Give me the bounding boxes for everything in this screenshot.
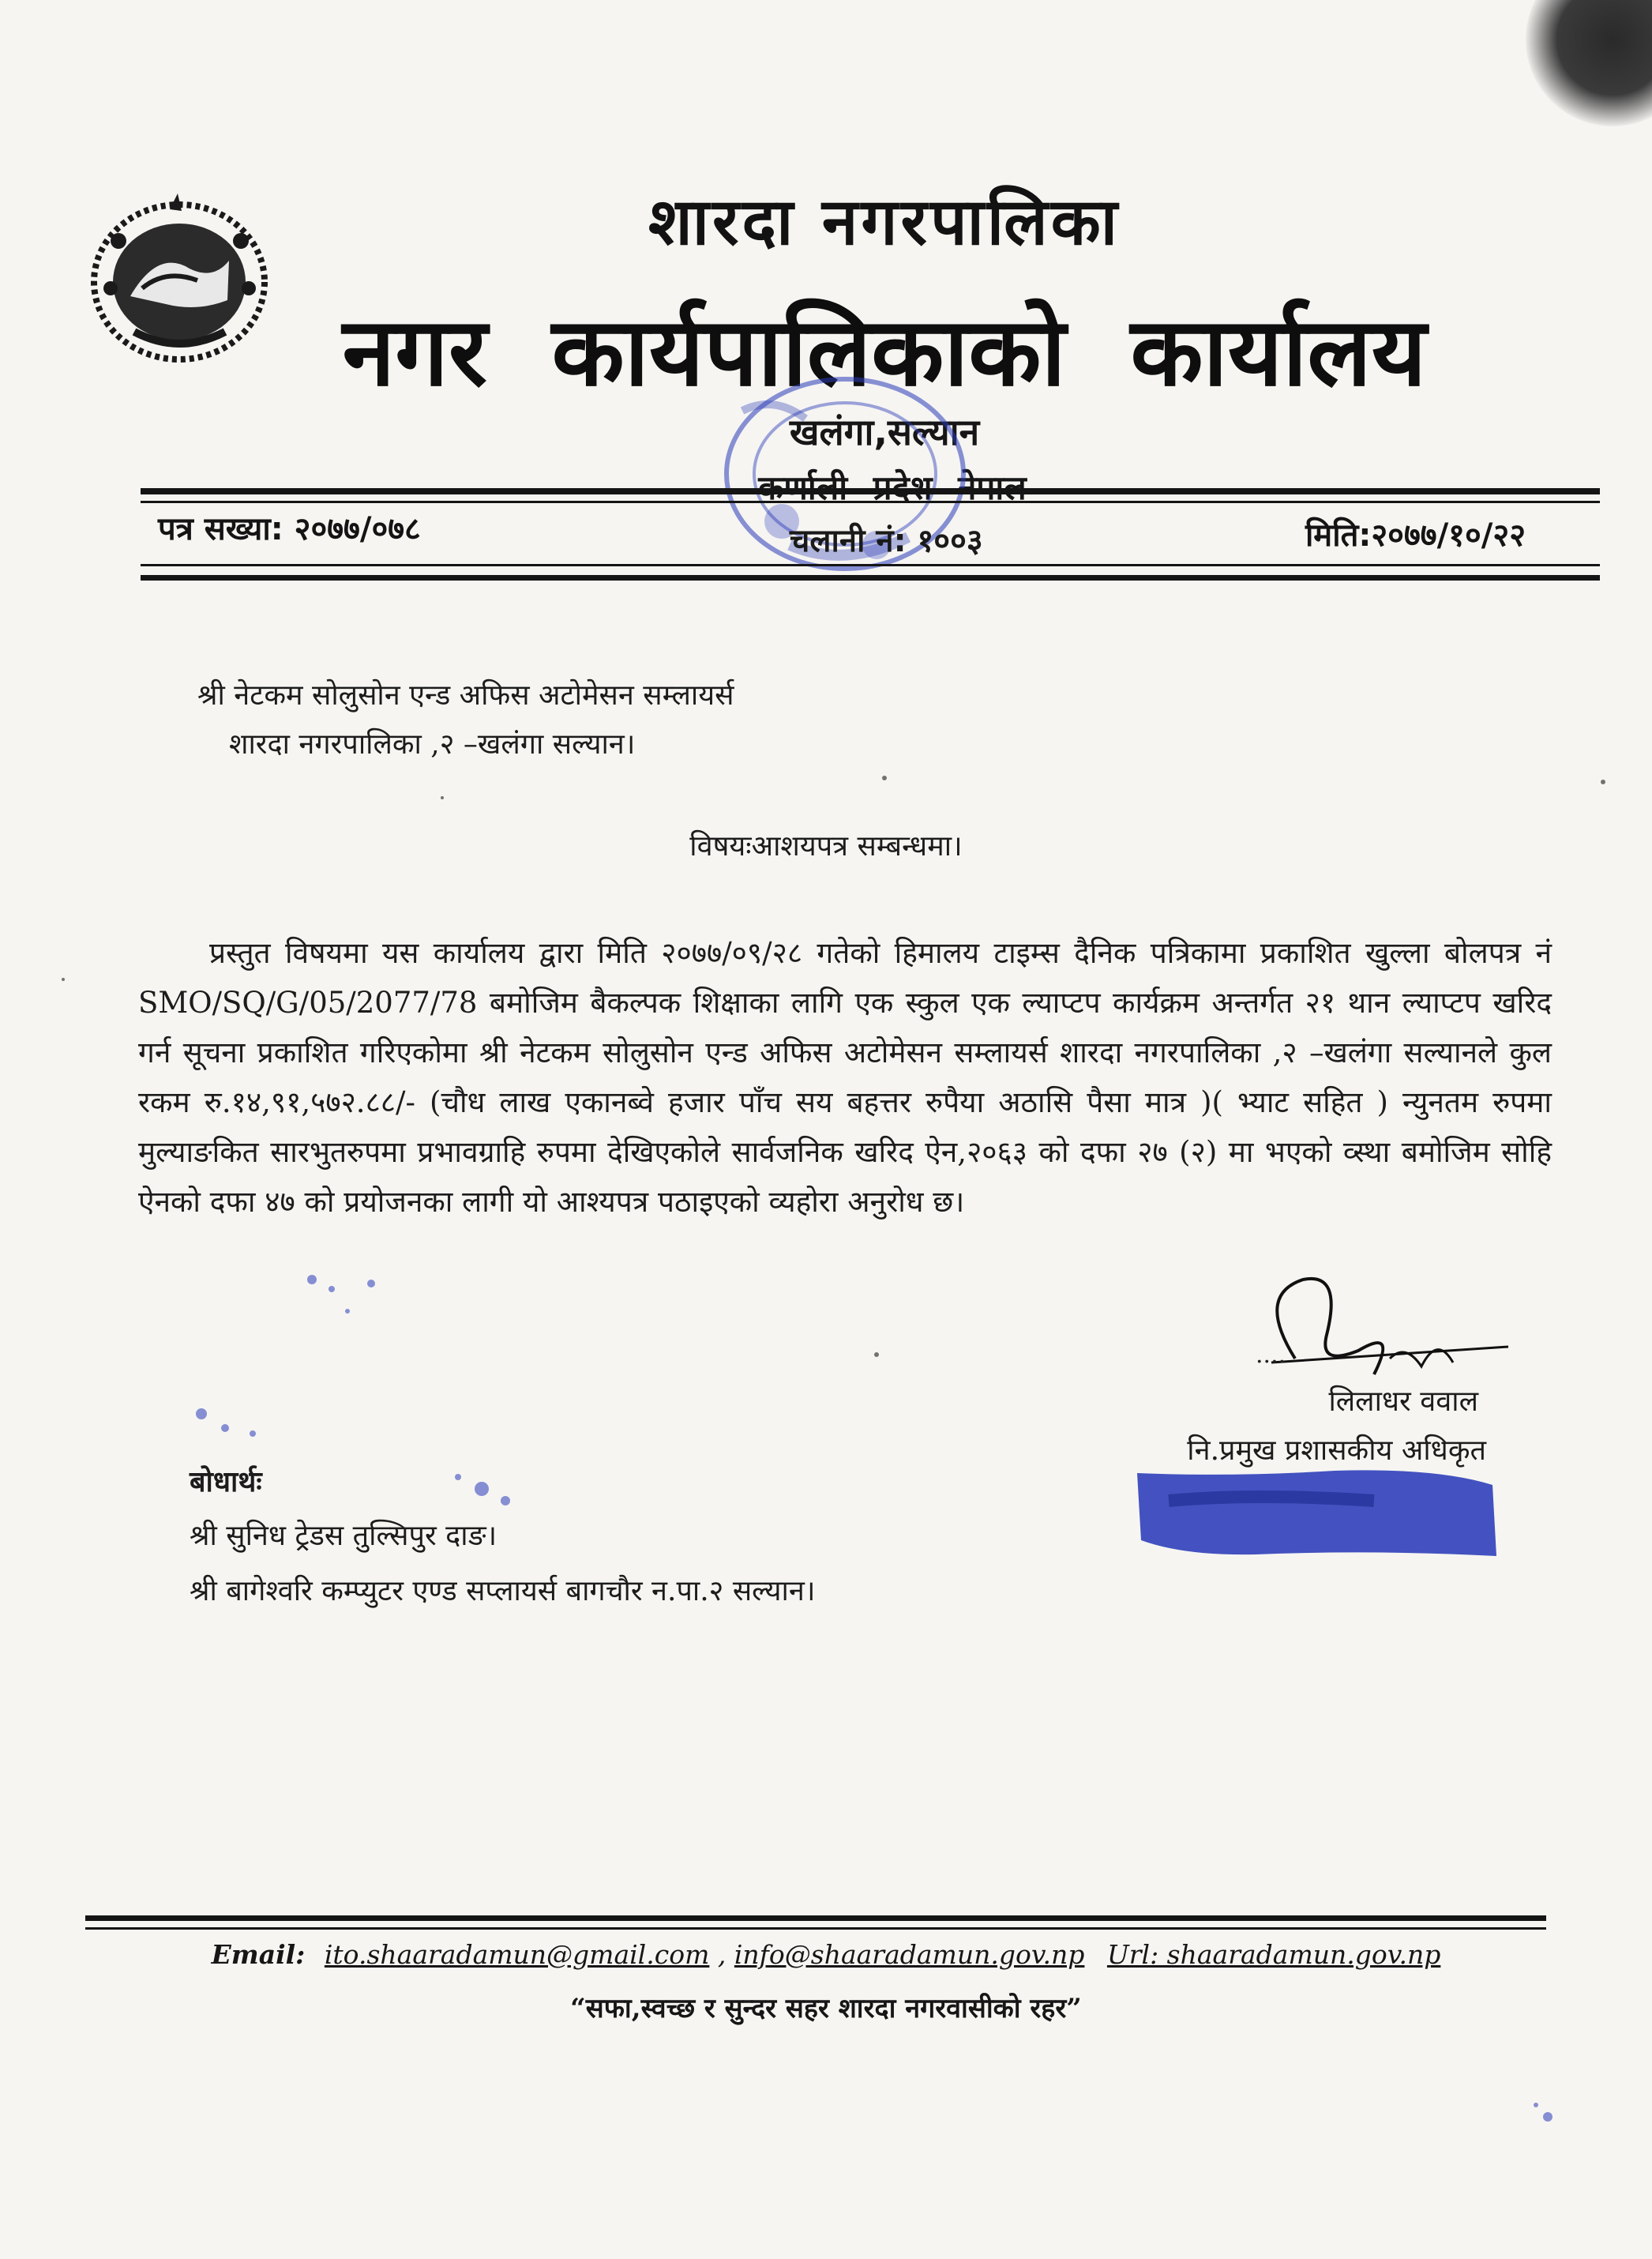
- website-link[interactable]: Url: shaaradamun.gov.np: [1106, 1939, 1441, 1970]
- letter-date: मिति:२०७७/१०/२२: [1305, 517, 1526, 554]
- email-separator: ,: [717, 1939, 727, 1970]
- svg-text:....: ....: [1256, 1341, 1286, 1369]
- email-link-2[interactable]: info@shaaradamun.gov.np: [734, 1939, 1085, 1970]
- signatory-name: लिलाधर ववाल: [1328, 1385, 1478, 1418]
- header-rule-top-1: [141, 488, 1600, 494]
- footer-slogan: “सफा,स्वच्छ र सुन्दर सहर शारदा नगरवासीको रहर”: [570, 1993, 1082, 2024]
- footer-contact: [0, 1939, 1652, 1970]
- signatory-title: नि.प्रमुख प्रशासकीय अधिकृत: [1187, 1434, 1486, 1467]
- email-label: Email:: [211, 1939, 306, 1970]
- subject-line: विषयःआशयपत्र सम्बन्धमा।: [689, 830, 963, 863]
- office-address: खलंगा,सल्यान: [789, 411, 980, 453]
- addressee-line-2: शारदा नगरपालिका ,२ –खलंगा सल्यान।: [229, 728, 636, 761]
- office-name: नगर कार्यपालिकाको कार्यालय: [342, 298, 1427, 408]
- header-rule-bottom-1: [141, 564, 1600, 566]
- email-link-1[interactable]: ito.shaaradamun@gmail.com: [324, 1939, 710, 1970]
- dispatch-number: चलानी नं: १००३: [790, 523, 983, 559]
- footer-rule-1: [85, 1915, 1546, 1921]
- body-paragraph: प्रस्तुत विषयमा यस कार्यालय द्वारा मिति २०७७/०९/२८ गतेको हिमालय टाइम्स दैनिक पत्रिकामा प्रकाशित खुल्ला बोलपत्र नं SMO/SQ/G/05/2077/78 बमोजिम बैकल्पक शिक्षाका लागि एक स्कुल एक ल्याप्टप कार्यक्रम अन्तर्गत २१ थान ल्याप्टप खरिद गर्न सूचना प्रकाशित गरिएकोमा श्री नेटकम सोलुसोन एन्ड अफिस अटोमेसन सम्लायर्स शारदा नगरपालिका ,२ –खलंगा सल्यानले कुल रकम रु.१४,९१,५७२.८८/- (चौध लाख एकानब्वे हजार पाँच सय बहत्तर रुपैया अठासि पैसा मात्र )( भ्याट सहित ) न्युनतम रुपमा मुल्याङकित सारभुतरुपमा प्रभावग्राहि रुपमा देखिएकोले सार्वजनिक खरिद ऐन,२०६३ को दफा २७ (२) मा भएको व्स्था बमोजिम सोहि ऐनको दफा ४७ को प्रयोजनका लागी यो आश्यपत्र पठाइएको व्यहोरा अनुरोध छ।: [138, 936, 1552, 1219]
- header-rule-top-2: [141, 501, 1600, 503]
- nepal-emblem-icon: [87, 194, 272, 367]
- footer-rule-2: [85, 1927, 1546, 1930]
- header-rule-bottom-2: [141, 575, 1600, 581]
- addressee-block: [197, 671, 734, 769]
- municipality-name: शारदा नगरपालिका: [648, 185, 1121, 260]
- cc-line-2: श्री बागेश्वरि कम्प्युटर एण्ड सप्लायर्स बागचौर न.पा.२ सल्यान।: [190, 1575, 816, 1607]
- cc-line-1: श्री सुनिध ट्रेडस तुल्सिपुर दाङ।: [190, 1520, 497, 1552]
- cc-label: बोधार्थः: [190, 1465, 262, 1498]
- page-corner-shadow: [1526, 0, 1652, 126]
- letter-number: पत्र सख्या: २०७७/०७८: [158, 511, 421, 547]
- addressee-line-1: श्री नेटकम सोलुसोन एन्ड अफिस अटोमेसन सम्लायर्स: [197, 679, 734, 712]
